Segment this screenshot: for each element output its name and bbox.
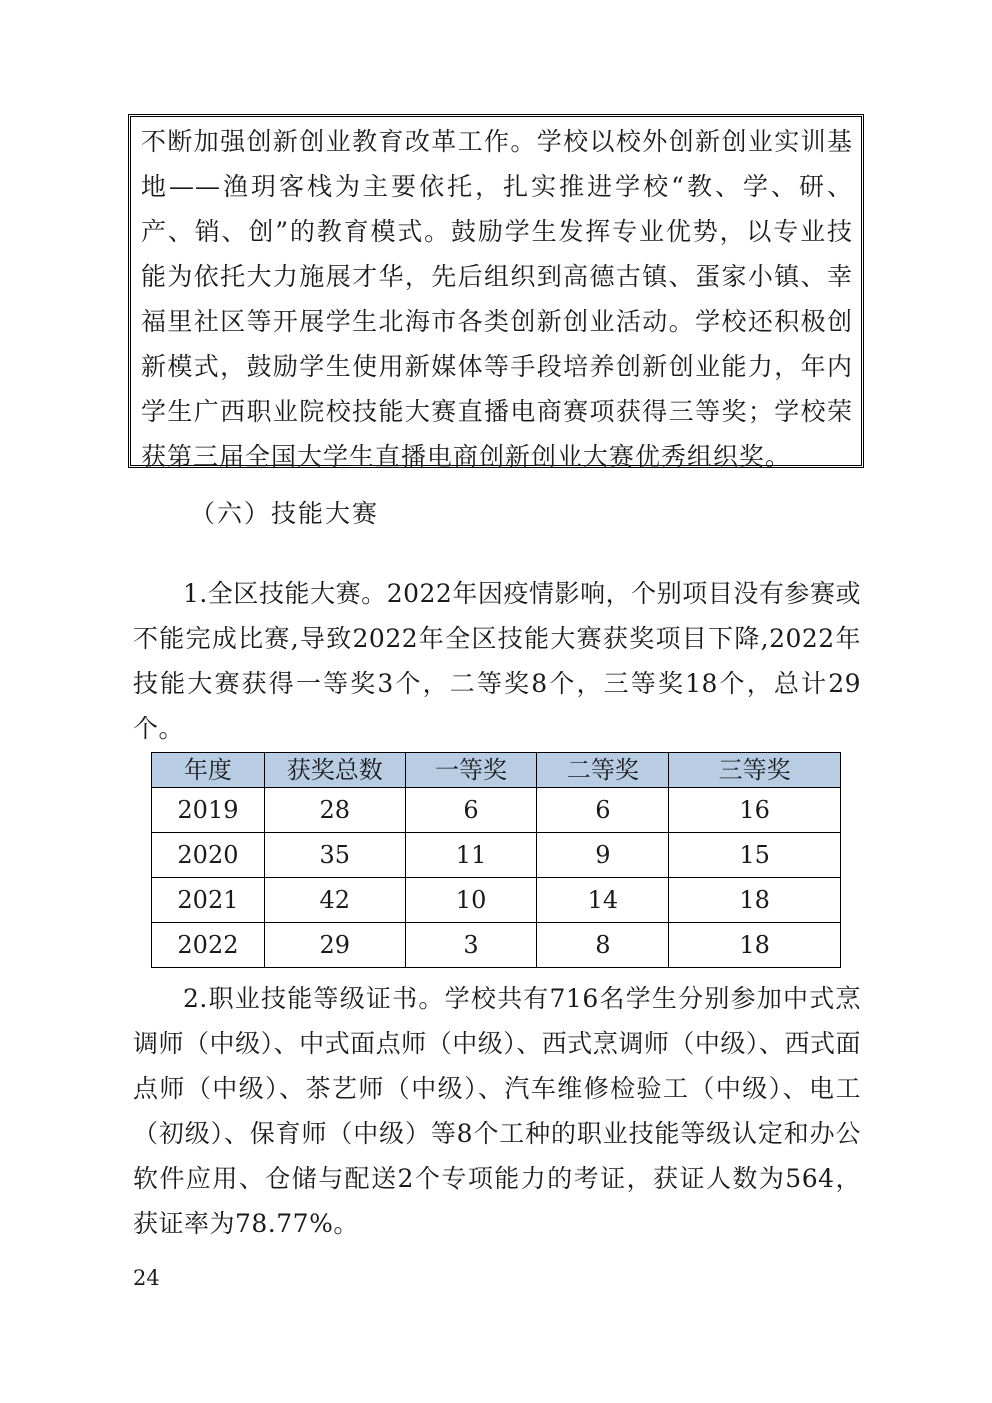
table-cell: 15 xyxy=(669,833,841,878)
table-row xyxy=(152,788,841,833)
table-cell: 28 xyxy=(264,788,405,833)
table-cell: 9 xyxy=(537,833,669,878)
header-first-prize: 一等奖 xyxy=(405,753,537,788)
table-cell: 35 xyxy=(264,833,405,878)
table-cell: 6 xyxy=(405,788,537,833)
header-total-awards: 获奖总数 xyxy=(264,753,405,788)
table-cell: 14 xyxy=(537,878,669,923)
table-cell: 42 xyxy=(264,878,405,923)
table-header-row xyxy=(152,753,841,788)
header-year: 年度 xyxy=(152,753,265,788)
table-row xyxy=(152,923,841,968)
header-second-prize: 二等奖 xyxy=(537,753,669,788)
table-row xyxy=(152,833,841,878)
paragraph-vocational-certificates: 2.职业技能等级证书。学校共有716名学生分别参加中式烹调师（中级）、中式面点师（中级）、西式烹调师（中级）、西式面点师（中级）、茶艺师（中级）、汽车维修检验工（中级）、电工（初级）、保育师（中级）等8个工种的职业技能等级认定和办公软件应用、仓储与配送2个专项能力的考证，获证人数为564，获证率为78.77%。 xyxy=(133,984,861,1238)
table-cell: 6 xyxy=(537,788,669,833)
awards-table xyxy=(151,752,841,968)
table-cell: 2019 xyxy=(152,788,265,833)
header-third-prize: 三等奖 xyxy=(669,753,841,788)
table-cell: 2022 xyxy=(152,923,265,968)
table-cell: 3 xyxy=(405,923,537,968)
table-cell: 2021 xyxy=(152,878,265,923)
table-cell: 18 xyxy=(669,878,841,923)
table-cell: 8 xyxy=(537,923,669,968)
table-cell: 11 xyxy=(405,833,537,878)
table-cell: 29 xyxy=(264,923,405,968)
table-cell: 16 xyxy=(669,788,841,833)
table-row xyxy=(152,878,841,923)
boxed-text-block: 不断加强创新创业教育改革工作。学校以校外创新创业实训基地——渔玥客栈为主要依托，扎实推进学校“教、学、研、产、销、创”的教育模式。鼓励学生发挥专业优势，以专业技能为依托大力施展才华，先后组织到高德古镇、蛋家小镇、幸福里社区等开展学生北海市各类创新创业活动。学校还积极创新模式，鼓励学生使用新媒体等手段培养创新创业能力，年内学生广西职业院校技能大赛直播电商赛项获得三等奖；学校荣获第三届全国大学生直播电商创新创业大赛优秀组织奖。 xyxy=(128,114,864,468)
table-cell: 18 xyxy=(669,923,841,968)
page-number: 24 xyxy=(133,1266,160,1290)
paragraph-skills-competition: 1.全区技能大赛。2022年因疫情影响，个别项目没有参赛或不能完成比赛,导致2022年全区技能大赛获奖项目下降,2022年技能大赛获得一等奖3个，二等奖8个，三等奖18个，总计29个。 xyxy=(133,579,861,743)
table-cell: 2020 xyxy=(152,833,265,878)
table-cell: 10 xyxy=(405,878,537,923)
section-heading: （六）技能大赛 xyxy=(190,499,380,528)
